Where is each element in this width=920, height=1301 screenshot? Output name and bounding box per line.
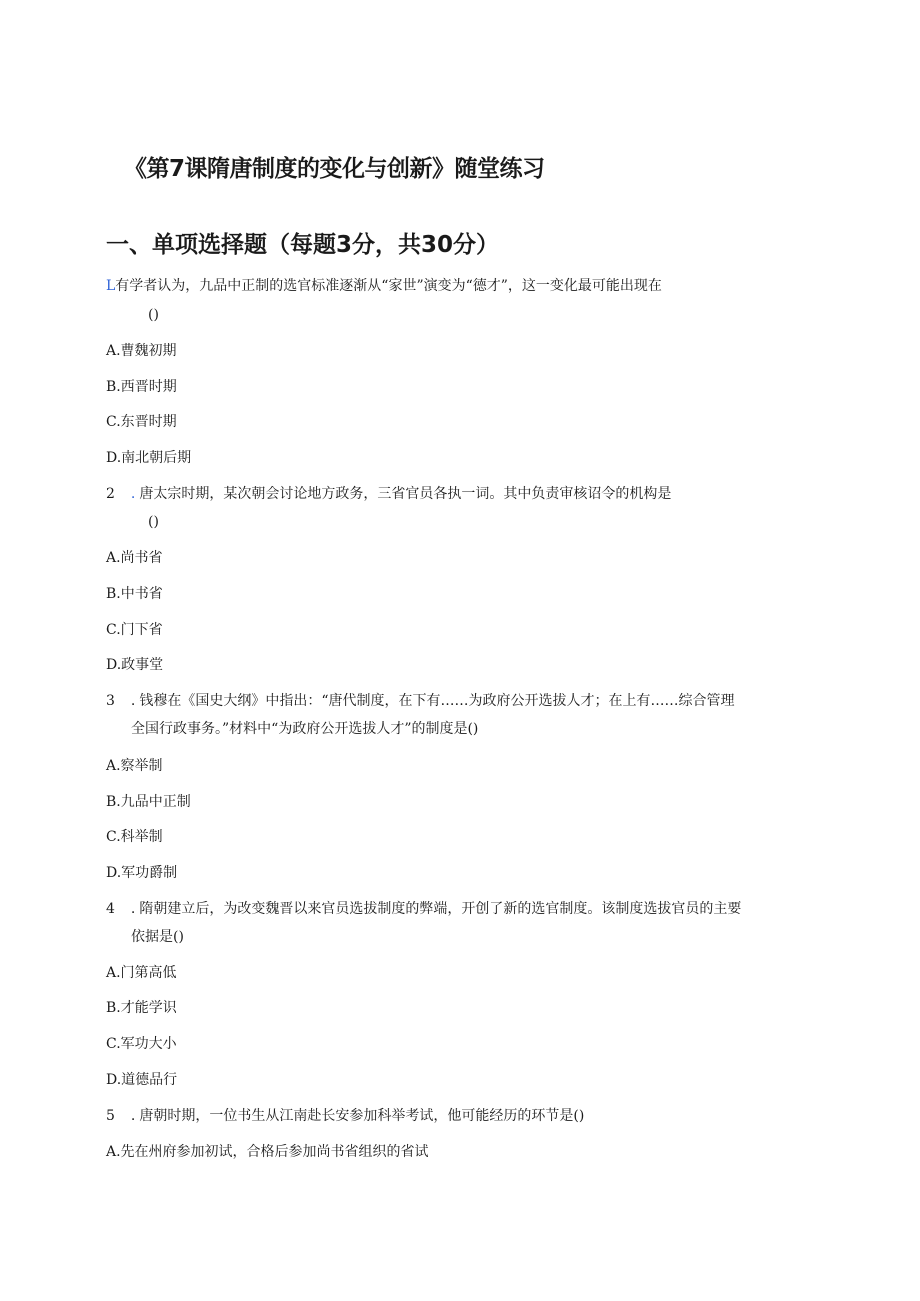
question-4-number: 4 [106, 901, 115, 917]
question-4-option-a: A.门第高低 [106, 965, 177, 981]
question-2-option-c: C.门下省 [106, 622, 163, 638]
question-2-number: 2 [106, 486, 115, 502]
question-1-answer-blank: () [148, 307, 159, 323]
question-3-number: 3 [106, 693, 115, 709]
document-title: 《第7课隋唐制度的变化与创新》随堂练习 [124, 156, 545, 182]
question-2-answer-blank: () [148, 514, 159, 530]
question-4-option-d: D.道德品行 [106, 1072, 178, 1088]
question-5-option-a: A.先在州府参加初试，合格后参加尚书省组织的省试 [106, 1144, 429, 1160]
question-2-stem-line-1 [106, 485, 671, 503]
question-3-option-d: D.军功爵制 [106, 865, 178, 881]
question-2-option-b: B.中书省 [106, 586, 163, 602]
question-4-text: 隋朝建立后，为改变魏晋以来官员选拔制度的弊端，开创了新的选官制度。该制度选拔官员的主要 [139, 901, 742, 917]
question-3-option-b: B.九品中正制 [106, 794, 191, 810]
question-5-dot: . [130, 1108, 136, 1124]
question-3-option-a: A.察举制 [106, 758, 163, 774]
question-2-option-a: A.尚书省 [106, 550, 163, 566]
question-5-number: 5 [106, 1108, 115, 1124]
question-1-number: L [106, 278, 116, 294]
question-2-option-d: D.政事堂 [106, 657, 164, 673]
question-1-stem-line-1 [106, 277, 662, 295]
question-3-option-c: C.科举制 [106, 829, 163, 845]
question-2-dot: . [130, 486, 136, 502]
question-1-option-c: C.东晋时期 [106, 414, 177, 430]
question-1-option-b: B.西晋时期 [106, 379, 177, 395]
question-1-text: 有学者认为，九品中正制的选官标准逐渐从“家世”演变为“德才”，这一变化最可能出现在 [115, 278, 662, 294]
question-1-option-d: D.南北朝后期 [106, 450, 192, 466]
question-3-stem-line-1 [106, 692, 735, 710]
question-5-stem-line-1 [106, 1107, 584, 1125]
question-3-dot: . [130, 693, 136, 709]
question-2-text: 唐太宗时期，某次朝会讨论地方政务，三省官员各执一词。其中负责审核诏令的机构是 [139, 486, 672, 502]
question-4-option-c: C.军功大小 [106, 1036, 177, 1052]
section-heading: 一、单项选择题（每题3分，共30分） [106, 232, 500, 258]
question-4-option-b: B.才能学识 [106, 1000, 177, 1016]
question-4-stem-line-2: 依据是() [131, 929, 184, 945]
question-4-dot: . [130, 901, 136, 917]
question-3-text: 钱穆在《国史大纲》中指出：“唐代制度，在下有……为政府公开选拔人才；在上有……综合管理 [139, 693, 735, 709]
question-4-stem-line-1 [106, 900, 741, 918]
question-3-stem-line-2: 全国行政事务。”材料中“为政府公开选拔人才”的制度是() [131, 721, 479, 737]
question-5-text: 唐朝时期，一位书生从江南赴长安参加科举考试，他可能经历的环节是() [139, 1108, 585, 1124]
question-1-option-a: A.曹魏初期 [106, 343, 177, 359]
